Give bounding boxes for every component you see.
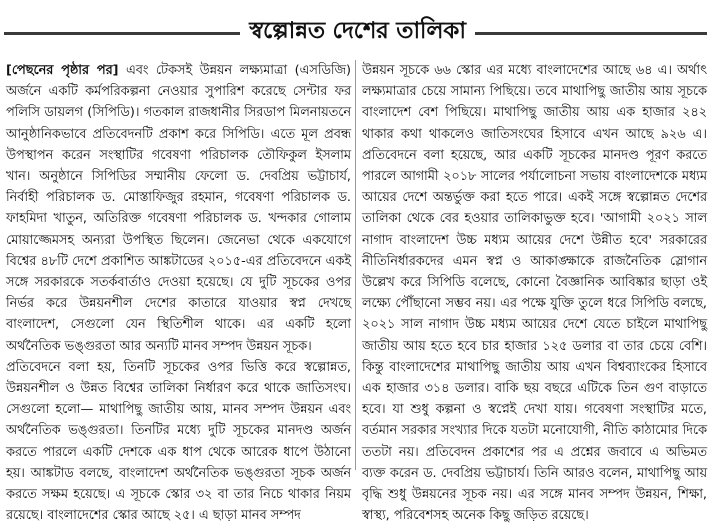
headline-rule-left	[4, 32, 240, 35]
column-divider	[355, 60, 356, 470]
left-column	[6, 60, 351, 524]
headline-rule-right	[475, 32, 707, 35]
right-column	[362, 60, 707, 524]
left-paragraph-2: প্রতিবেদনে বলা হয়, তিনটি সূচকের ওপর ভিত্তি করে স্বল্পোন্নত, উন্নয়নশীল ও উন্নত বিশ্বের তালিকা নির্ধারণ করে থাকে জাতিসংঘ। সেগুলো হলো— মাথাপিছু জাতীয় আয়, মানব সম্পদ উন্নয়ন এবং অর্থনৈতিক ভঙ্গুরতা। তিনটির মধ্যে দুটি সূচকের মানদণ্ড অর্জন করতে পারলে একটি দেশকে এক ধাপ থেকে আরেক ধাপে উঠানো হয়। আঙ্কটাড বলছে, বাংলাদেশ অর্থনৈতিক ভঙ্গুরতা সূচক অর্জন করতে সক্ষম হয়েছে। এ সূচকে স্কোর ৩২ বা তার নিচে থাকার নিয়ম রয়েছে। বাংলাদেশের স্কোর আছে ২৫। এ ছাড়া মানব সম্পদ	[6, 359, 351, 524]
continued-kicker: [পেছনের পৃষ্ঠার পর]	[6, 63, 119, 78]
headline: স্বল্পোন্নত দেশের তালিকা	[249, 18, 466, 44]
article-header	[0, 0, 711, 56]
left-paragraph-1-text: এবং টেকসই উন্নয়ন লক্ষ্যমাত্রা (এসডিজি) অর্জনে একটি কর্মপরিকল্পনা নেওয়ার সুপারিশ করেছে সেন্টার ফর পলিসি ডায়লগ (সিপিডি)। গতকাল রাজধানীর সিরডাপ মিলনায়তনে আনুষ্ঠানিকভাবে প্রতিবেদনটি প্রকাশ করে সিপিডি। এতে মূল প্রবন্ধ উপস্থাপন করেন সংস্থাটির গবেষণা পরিচালক তৌফিকুল ইসলাম খান। অনুষ্ঠানে সিপিডির সম্মানীয় ফেলো ড. দেবপ্রিয় ভট্টাচার্য, নির্বাহী পরিচালক ড. মোস্তাফিজুর রহমান, গবেষণা পরিচালক ড. ফাহমিদা খাতুন, অতিরিক্ত গবেষণা পরিচালক ড. খন্দকার গোলাম মোয়াজ্জেমসহ অন্যরা উপস্থিত ছিলেন। জেনেভা থেকে একযোগে বিশ্বের ৪৮টি দেশে প্রকাশিত আঙ্কটাডের ২০১৫-এর প্রতিবেদনে একই সঙ্গে সরকারকে সতর্কবার্তাও দেওয়া হয়েছে। যে দুটি সূচকের ওপর নির্ভর করে উন্নয়নশীল দেশের কাতারে যাওয়ার স্বপ্ন দেখছে বাংলাদেশ, সেগুলো যেন স্থিতিশীল থাকে। এর একটি হলো অর্থনৈতিক ভঙ্গুরতা আর অন্যটি মানব সম্পদ উন্নয়ন সূচক।	[6, 63, 351, 354]
right-paragraph-1: উন্নয়ন সূচকে ৬৬ স্কোর এর মধ্যে বাংলাদেশের আছে ৬৪ এ। অর্থাৎ লক্ষ্যমাত্রার চেয়ে সামান্য পিছিয়ে। তবে মাথাপিছু জাতীয় আয় সূচকে বাংলাদেশ বেশ পিছিয়ে। মাথাপিছু জাতীয় আয় এক হাজার ২৪২ থাকার কথা থাকলেও জাতিসংঘের হিসাবে এখন আছে ৯২৬ এ। প্রতিবেদনে বলা হয়েছে, আর একটি সূচকের মানদণ্ড পূরণ করতে পারলে আগামী ২০১৮ সালের পর্যালোচনা সভায় বাংলাদেশকে মধ্যম আয়ের দেশে অন্তর্ভুক্ত করা হতে পারে। একই সঙ্গে স্বল্পোন্নত দেশের তালিকা থেকে বের হওয়ার তালিকাভুক্ত হবে। 'আগামী ২০২১ সাল নাগাদ বাংলাদেশ উচ্চ মধ্যম আয়ের দেশে উন্নীত হবে' সরকারের নীতিনির্ধারকদের এমন স্বপ্ন ও আকাঙ্ক্ষাকে রাজনৈতিক স্লোগান উল্লেখ করে সিপিডি বলেছে, কোনো বৈজ্ঞানিক আবিষ্কার ছাড়া ওই লক্ষ্যে পৌঁছানো সম্ভব নয়। এর পক্ষে যুক্তি তুলে ধরে সিপিডি বলছে, ২০২১ সাল নাগাদ উচ্চ মধ্যম আয়ের দেশে যেতে চাইলে মাথাপিছু জাতীয় আয় হতে হবে চার হাজার ১২৫ ডলার বা তার চেয়ে বেশি। কিন্তু বাংলাদেশের মাথাপিছু জাতীয় আয় এখন বিশ্বব্যাংকের হিসাবে এক হাজার ৩১৪ ডলার। বাকি ছয় বছরে এটিকে তিন গুণ বাড়াতে হবে। যা শুধু কল্পনা ও স্বপ্নেই দেখা যায়। গবেষণা সংস্থাটির মতে, বর্তমান সরকার সংখ্যার দিকে যতটা মনোযোগী, নীতি কাঠামোর দিকে ততটা নয়। প্রতিবেদন প্রকাশের পর এ প্রশ্নের জবাবে এ অভিমত ব্যক্ত করেন ড. দেবপ্রিয় ভট্টাচার্য। তিনি আরও বলেন, মাথাপিছু আয় বৃদ্ধি শুধু উন্নয়নের সূচক নয়। এর সঙ্গে মানব সম্পদ উন্নয়ন, শিক্ষা, স্বাস্থ্য, পরিবেশসহ অনেক কিছু জড়িত রয়েছে।	[362, 63, 707, 524]
left-paragraph-1	[6, 60, 351, 357]
